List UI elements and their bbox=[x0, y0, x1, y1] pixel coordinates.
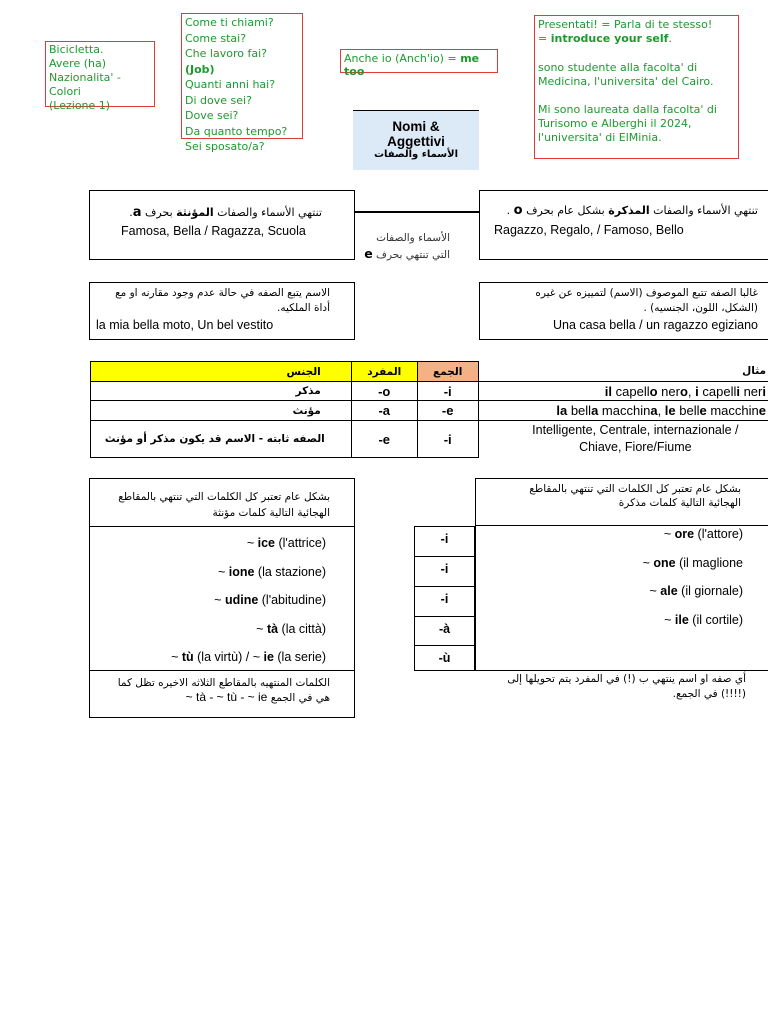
adjective-after-rule: غالبا الصفه تتبع الموصوف (الاسم) لتمييزه عن غيره (الشكل، اللون، الجنسيه) . bbox=[535, 287, 758, 314]
question-item: Dove sei? bbox=[185, 109, 239, 122]
feminine-suffix-item: ~ tù (la virtù) / ~ ie (la serie) bbox=[171, 650, 326, 664]
title-line1: Nomi & bbox=[392, 119, 440, 134]
review-item: Bicicletta. bbox=[49, 43, 104, 56]
masculine-box bbox=[479, 190, 768, 260]
example-text: , bbox=[687, 383, 696, 399]
e-ending-label: الأسماء والصفات التي تنتهي بحرف e bbox=[364, 232, 450, 261]
header-gender: الجنس bbox=[91, 362, 352, 382]
feminine-examples: Famosa, Bella / Ragazza, Scuola bbox=[121, 224, 306, 238]
example-text: macchin bbox=[598, 403, 651, 418]
ending-highlight: i bbox=[762, 383, 766, 399]
gender-cell: الصفه ثابته - الاسم قد يكون مذكر أو مؤنث bbox=[91, 421, 352, 458]
ending-highlight: il bbox=[604, 383, 613, 399]
gender-table bbox=[90, 361, 768, 458]
feminine-suffix-list bbox=[90, 527, 354, 671]
letter-o: o bbox=[513, 203, 523, 218]
adjective-before-examples: la mia bella moto, Un bel vestito bbox=[96, 318, 274, 332]
gender-cell: مؤنث bbox=[91, 401, 352, 421]
masculine-rule: تنتهي الأسماء والصفات المذكرة بشكل عام بحرف o . bbox=[506, 203, 758, 218]
feminine-suffix-item: ~ udine (l'abitudine) bbox=[214, 593, 326, 607]
example-text: capell bbox=[698, 383, 737, 399]
table-header-row bbox=[91, 362, 768, 382]
feminine-suffix-item: ~ ione (la stazione) bbox=[217, 564, 326, 579]
adjective-before-rule: الاسم يتبع الصفه في حالة عدم وجود مقارنه او مع أداة الملكيه. bbox=[115, 287, 330, 314]
ending-highlight: o bbox=[679, 383, 688, 399]
example-text: ner bbox=[657, 383, 680, 399]
introduce-para2: sono studente alla facolta' di Medicina, l'universita' del Cairo. bbox=[538, 61, 714, 88]
ending-highlight: e bbox=[758, 403, 766, 418]
feminine-suffix-item: ~ ice (l'attrice) bbox=[246, 536, 326, 550]
example-text: bell bbox=[675, 403, 700, 418]
masculine-suffix-item: ~ ore (l'attore) bbox=[663, 527, 743, 541]
title-line2: Aggettivi bbox=[387, 134, 445, 149]
adjective-before-noun-box bbox=[89, 282, 355, 340]
introduce-line2: = introduce your self. bbox=[538, 32, 672, 45]
plural-cell: -à bbox=[415, 617, 474, 646]
feminine-suffix-item: ~ tà (la città) bbox=[256, 621, 326, 636]
singular-cell: -a bbox=[351, 401, 417, 421]
introduce-line1: Presentati! = Parla di te stesso! bbox=[538, 18, 713, 31]
masculine-suffix-item: ~ one (il maglione bbox=[642, 555, 743, 570]
plural-cell: -i bbox=[415, 587, 474, 617]
feminine-rule: تنتهي الأسماء والصفات المؤنثة بحرف a. bbox=[129, 205, 322, 220]
example-text: macchin bbox=[706, 403, 759, 418]
singular-cell: -e bbox=[351, 421, 417, 458]
example-text: bell bbox=[567, 403, 592, 418]
title-box bbox=[353, 110, 479, 170]
gender-cell: مذكر bbox=[91, 382, 352, 401]
plural-cell: -e bbox=[417, 401, 478, 421]
introduce-box bbox=[534, 15, 739, 159]
question-item: Quanti anni hai? bbox=[185, 78, 276, 91]
letter-a: a bbox=[132, 205, 142, 220]
me-too-label: me too bbox=[344, 52, 480, 78]
ending-highlight: i bbox=[736, 383, 740, 399]
example-cell: Intelligente, Centrale, internazionale / Chiave, Fiore/Fiume bbox=[532, 423, 739, 454]
job-label: (Job) bbox=[185, 62, 215, 76]
question-item: Di dove sei? bbox=[185, 93, 252, 107]
plural-cell: -ù bbox=[438, 651, 451, 665]
ending-highlight: a bbox=[650, 403, 658, 418]
feminine-suffix-footer: الكلمات المنتهيه بالمقاطع الثلاثه الاخيره تظل كما هي في الجمع tà - ~ tù - ~ ie ~ bbox=[117, 677, 330, 704]
feminine-suffix-header: بشكل عام تعتبر كل الكلمات التي تنتهي بالمقاطع الهجائية التالية كلمات مؤنثة bbox=[90, 479, 354, 527]
masculine-suffix-item: ~ ile (il cortile) bbox=[664, 612, 743, 627]
ending-highlight: e bbox=[699, 403, 707, 418]
example-cell bbox=[478, 382, 768, 401]
example-text: ner bbox=[739, 383, 763, 399]
ending-highlight: a bbox=[591, 403, 599, 418]
table-row bbox=[91, 382, 768, 401]
question-item: Come ti chiami? bbox=[185, 16, 274, 29]
masculine-suffix-box bbox=[475, 478, 768, 671]
question-item: Sei sposato/a? bbox=[185, 140, 265, 153]
letter-e: e bbox=[364, 246, 373, 261]
masculine-examples: Ragazzo, Regalo, / Famoso, Bello bbox=[494, 223, 684, 237]
review-item: Avere (ha) bbox=[49, 57, 106, 70]
table-row bbox=[91, 421, 768, 458]
example-text: capell bbox=[612, 383, 650, 399]
header-example: مثال bbox=[478, 362, 768, 382]
masculine-suffix-list bbox=[476, 526, 768, 641]
table-row bbox=[91, 401, 768, 421]
ending-highlight: o bbox=[649, 383, 658, 399]
adjective-after-examples: Una casa bella / un ragazzo egiziano bbox=[553, 318, 758, 332]
ending-highlight: la bbox=[556, 403, 568, 418]
singular-cell: -o bbox=[351, 382, 417, 401]
plural-cell: -i bbox=[417, 421, 478, 458]
plural-rule-note: أي صفه او اسم ينتهي ب (!) في المفرد يتم تحويلها إلى (!!!!) في الجمع. bbox=[507, 673, 746, 700]
example-text: , bbox=[657, 403, 665, 418]
review-box bbox=[45, 41, 155, 112]
question-item: Da quanto tempo? bbox=[185, 124, 288, 138]
masculine-suffix-item: ~ ale (il giornale) bbox=[649, 584, 743, 598]
questions-box bbox=[181, 13, 303, 153]
me-too-box: Anche io (Anch'io) = me too bbox=[340, 49, 498, 73]
plural-cell: -i bbox=[415, 527, 474, 557]
question-item: Che lavoro fai? (Job) bbox=[185, 47, 267, 76]
feminine-box bbox=[89, 190, 355, 260]
connector-line bbox=[355, 211, 479, 213]
ending-highlight: i bbox=[695, 383, 699, 399]
adjective-after-noun-box bbox=[479, 282, 768, 340]
plural-column bbox=[414, 526, 475, 671]
question-item: Come stai? bbox=[185, 31, 247, 45]
title-line3: الأسماء والصفات bbox=[373, 149, 458, 160]
introduce-para3: Mi sono laureata dalla facolta' di Turisomo e Alberghi il 2024, l'universita' di ElMinia. bbox=[538, 103, 717, 144]
header-plural: الجمع bbox=[417, 362, 478, 382]
review-item: (Lezione 1) bbox=[49, 99, 111, 112]
plural-cell: -i bbox=[417, 382, 478, 401]
review-item: Nazionalita' - Colori bbox=[49, 71, 121, 98]
ending-highlight: le bbox=[664, 403, 676, 418]
example-cell bbox=[478, 401, 768, 421]
masculine-suffix-header: بشكل عام تعتبر كل الكلمات التي تنتهي بالمقاطع الهجائية التالية كلمات مذكرة bbox=[476, 479, 768, 526]
plural-cell: -i bbox=[415, 557, 474, 587]
feminine-suffix-box bbox=[89, 478, 355, 718]
header-singular: المفرد bbox=[351, 362, 417, 382]
